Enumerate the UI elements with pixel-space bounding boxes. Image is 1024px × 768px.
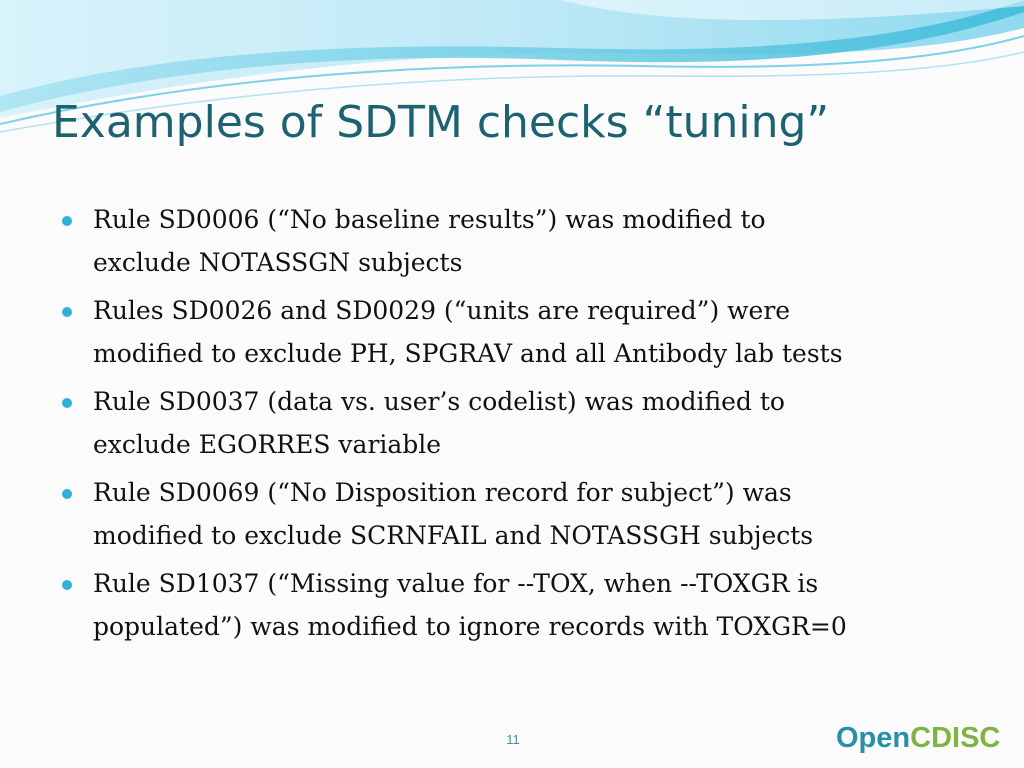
opencdisc-logo — [836, 718, 1000, 758]
bullet-item — [60, 471, 980, 557]
bullet-text-line: modified to exclude SCRNFAIL and NOTASSGH subjects — [93, 521, 814, 550]
bullet-item — [60, 198, 980, 284]
bullet-marker-icon — [62, 216, 72, 226]
bullet-marker-icon — [62, 580, 72, 590]
bullet-text-line: Rules SD0026 and SD0029 (“units are required”) were — [93, 296, 791, 325]
bullet-marker-icon — [62, 398, 72, 408]
bullet-text-line: populated”) was modified to ignore records with TOXGR=0 — [93, 612, 847, 641]
bullet-marker-icon — [62, 489, 72, 499]
bullet-item — [60, 562, 980, 648]
slide-title: Examples of SDTM checks “tuning” — [52, 97, 830, 148]
bullet-item — [60, 289, 980, 375]
logo-text-cdisc: CDISC — [910, 722, 1001, 754]
bullet-text-line: Rule SD1037 (“Missing value for --TOX, when --TOXGR is — [93, 569, 819, 598]
bullet-text-line: modified to exclude PH, SPGRAV and all Antibody lab tests — [93, 339, 843, 368]
bullet-text-line: exclude NOTASSGN subjects — [93, 248, 463, 277]
bullet-text-line: Rule SD0069 (“No Disposition record for subject”) was — [93, 478, 792, 507]
bullet-text-line: exclude EGORRES variable — [93, 430, 442, 459]
bullet-text-line: Rule SD0006 (“No baseline results”) was modified to — [93, 205, 766, 234]
page-number: 11 — [506, 732, 520, 747]
bullet-text-line: Rule SD0037 (data vs. user’s codelist) was modified to — [93, 387, 785, 416]
bullet-item — [60, 380, 980, 466]
logo-text-open: Open — [836, 722, 911, 754]
bullet-marker-icon — [62, 307, 72, 317]
bullet-list — [60, 198, 980, 653]
